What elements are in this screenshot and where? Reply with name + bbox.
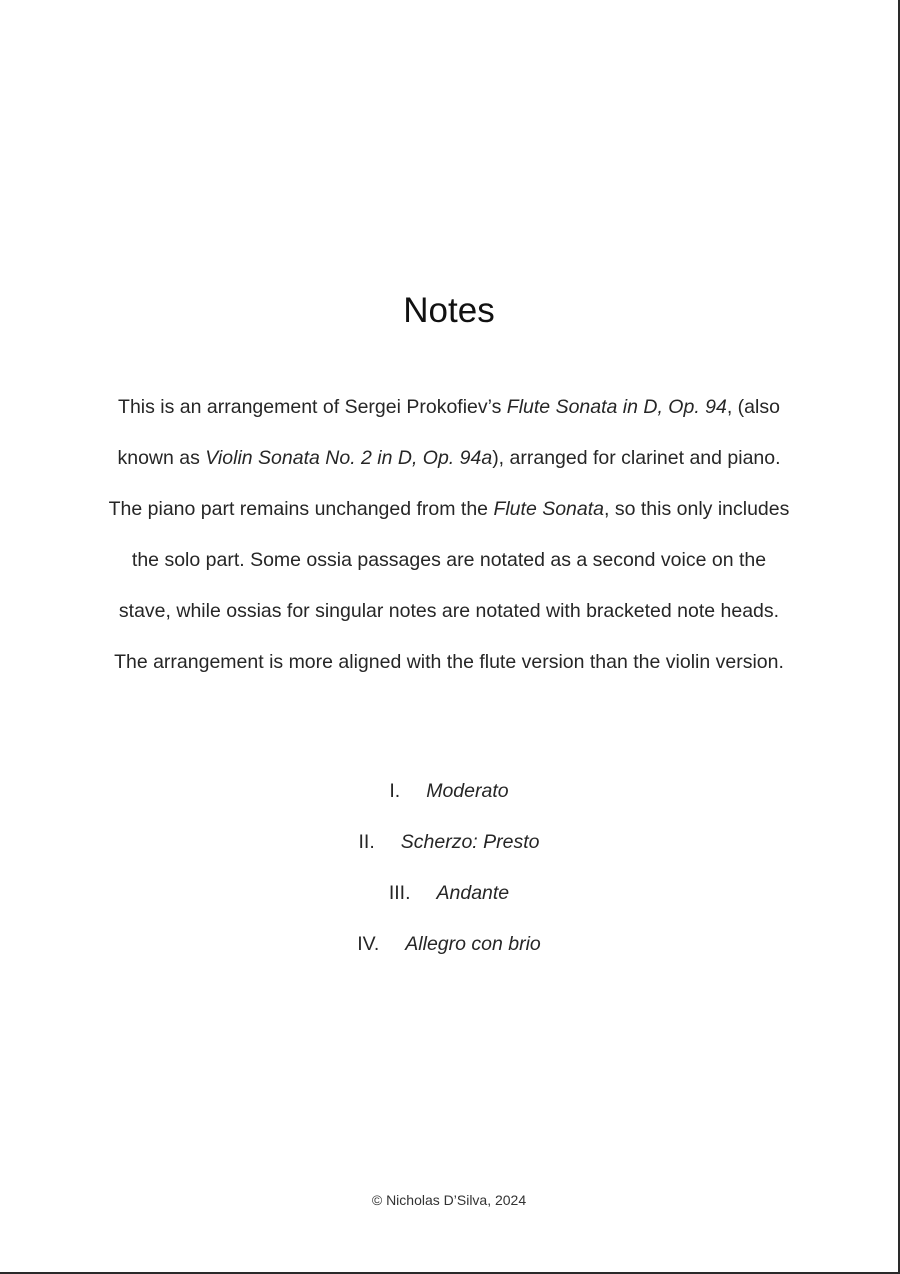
paragraph-line-5: stave, while ossias for singular notes are notated with bracketed note heads. (118, 600, 780, 622)
movement-item (0, 868, 898, 919)
text-run: , so this only includes (604, 498, 790, 520)
movement-numeral: III. (388, 882, 411, 904)
movement-name: Moderato (426, 780, 509, 802)
text-run: This is an arrangement of Sergei Prokofiev’s (118, 396, 507, 418)
paragraph-line-1 (0, 382, 898, 433)
movement-numeral: II. (358, 831, 375, 853)
work-title-italic: Violin Sonata No. 2 in D, Op. 94a (205, 447, 493, 469)
page-title: Notes (403, 291, 495, 330)
paragraph-line-4: the solo part. Some ossia passages are notated as a second voice on the (131, 549, 767, 571)
movement-item (0, 766, 898, 817)
paragraph-line-3 (0, 484, 898, 535)
movement-numeral: IV. (357, 933, 380, 955)
movement-name: Allegro con brio (405, 933, 541, 955)
notes-paragraph (0, 382, 898, 688)
work-title-italic: Flute Sonata in D, Op. 94 (506, 396, 727, 418)
movement-numeral: I. (389, 780, 401, 802)
text-run: The piano part remains unchanged from the (108, 498, 494, 520)
text-run: known as (117, 447, 206, 469)
movement-name: Andante (436, 882, 510, 904)
work-title-italic: Flute Sonata (493, 498, 605, 520)
movement-item (0, 919, 898, 970)
paragraph-line-6: The arrangement is more aligned with the flute version than the violin version. (114, 651, 784, 673)
text-run: , (also (726, 396, 780, 418)
copyright-notice: © Nicholas D’Silva, 2024 (371, 1192, 527, 1208)
text-run: ), arranged for clarinet and piano. (492, 447, 781, 469)
movement-name: Scherzo: Presto (400, 831, 540, 853)
paragraph-line-2 (0, 433, 898, 484)
movement-list (0, 766, 898, 970)
movement-item (0, 817, 898, 868)
